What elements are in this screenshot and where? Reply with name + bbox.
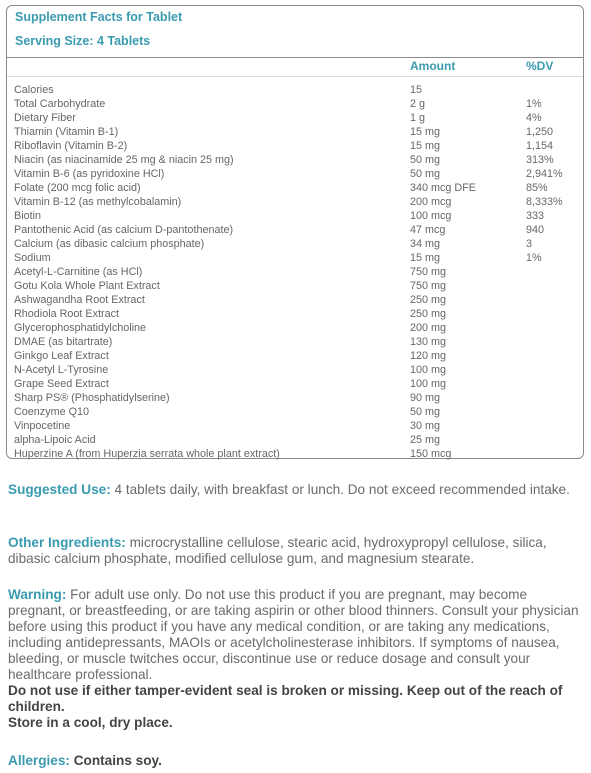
serving-size: Serving Size: 4 Tablets [15, 34, 151, 48]
nutrient-name: Biotin [14, 210, 42, 222]
facts-row [7, 83, 583, 97]
tamper-seal-note: Do not use if either tamper-evident seal is broken or missing. Keep out of the reach of children. [8, 683, 563, 714]
allergies-text: Contains soy. [69, 753, 162, 768]
dv-column-header: %DV [526, 59, 554, 73]
nutrient-name: Rhodiola Root Extract [14, 308, 120, 320]
nutrient-name: Calcium (as dibasic calcium phosphate) [14, 238, 205, 250]
facts-row [7, 265, 583, 279]
nutrient-name: Riboflavin (Vitamin B-2) [14, 140, 128, 152]
facts-row [7, 251, 583, 265]
other-ingredients-label: Other Ingredients: [8, 535, 126, 550]
facts-rows [7, 83, 583, 461]
nutrient-dv: 313% [526, 154, 554, 166]
allergies [8, 753, 583, 769]
nutrient-name: Sharp PS® (Phosphatidylserine) [14, 392, 170, 404]
nutrient-amount: 200 mg [410, 322, 447, 334]
facts-row [7, 181, 583, 195]
nutrient-amount: 100 mg [410, 378, 447, 390]
facts-row [7, 139, 583, 153]
nutrient-amount: 750 mg [410, 266, 447, 278]
nutrient-dv: 3 [526, 238, 533, 250]
facts-row [7, 195, 583, 209]
nutrient-amount: 50 mg [410, 154, 441, 166]
nutrient-name: alpha-Lipoic Acid [14, 434, 96, 446]
nutrient-name: DMAE (as bitartrate) [14, 336, 113, 348]
warning [8, 587, 583, 731]
nutrient-name: Vitamin B-6 (as pyridoxine HCl) [14, 168, 165, 180]
nutrient-name: Acetyl-L-Carnitine (as HCl) [14, 266, 143, 278]
nutrient-amount: 340 mcg DFE [410, 182, 477, 194]
facts-row [7, 447, 583, 461]
nutrient-dv: 85% [526, 182, 548, 194]
facts-title: Supplement Facts for Tablet [15, 10, 183, 24]
nutrient-amount: 15 mg [410, 252, 441, 264]
nutrient-name: Coenzyme Q10 [14, 406, 90, 418]
nutrient-dv: 4% [526, 112, 542, 124]
suggested-use-label: Suggested Use: [8, 482, 111, 497]
nutrient-dv: 1,154 [526, 140, 554, 152]
nutrient-name: Total Carbohydrate [14, 98, 106, 110]
facts-row [7, 335, 583, 349]
facts-row [7, 209, 583, 223]
nutrient-name: Dietary Fiber [14, 112, 76, 124]
nutrient-amount: 50 mg [410, 168, 441, 180]
nutrient-name: Gotu Kola Whole Plant Extract [14, 280, 160, 292]
nutrient-dv: 940 [526, 224, 545, 236]
nutrient-name: Ginkgo Leaf Extract [14, 350, 109, 362]
amount-column-header: Amount [410, 59, 456, 73]
facts-row [7, 419, 583, 433]
facts-row [7, 321, 583, 335]
nutrient-dv: 2,941% [526, 168, 563, 180]
facts-row [7, 237, 583, 251]
nutrient-name: Huperzine A (from Huperzia serrata whole plant extract) [14, 448, 280, 460]
nutrient-name: Folate (200 mcg folic acid) [14, 182, 141, 194]
facts-row [7, 363, 583, 377]
nutrient-amount: 100 mcg [410, 210, 452, 222]
facts-row [7, 391, 583, 405]
nutrient-amount: 90 mg [410, 392, 441, 404]
supplement-facts-panel [6, 5, 584, 459]
facts-row [7, 223, 583, 237]
warning-label: Warning: [8, 587, 67, 602]
facts-row [7, 167, 583, 181]
warning-text: For adult use only. Do not use this product if you are pregnant, may become pregnant, or breastfeeding, or are taking aspirin or other blood thinners. Consult your physician before using this product if you have any medical condition, or are taking any medications, including antidepressants, MAOIs or acetylcholinesterase inhibitors. If symptoms of nausea, bleeding, or muscle twitches occur, discontinue use or reduce dosage and consult your healthcare professional. [8, 587, 579, 682]
nutrient-name: Glycerophosphatidylcholine [14, 322, 147, 334]
facts-row [7, 433, 583, 447]
facts-row [7, 111, 583, 125]
nutrient-dv: 333 [526, 210, 545, 222]
facts-divider [7, 57, 583, 58]
facts-row [7, 349, 583, 363]
nutrient-name: Pantothenic Acid (as calcium D-pantothenate) [14, 224, 234, 236]
nutrient-amount: 250 mg [410, 294, 447, 306]
facts-row [7, 377, 583, 391]
facts-row [7, 97, 583, 111]
nutrient-amount: 15 mg [410, 126, 441, 138]
suggested-use [8, 482, 583, 498]
nutrient-amount: 2 g [410, 98, 426, 110]
nutrient-name: Vitamin B-12 (as methylcobalamin) [14, 196, 182, 208]
nutrient-name: Grape Seed Extract [14, 378, 109, 390]
nutrient-amount: 50 mg [410, 406, 441, 418]
facts-row [7, 125, 583, 139]
nutrient-amount: 47 mcg [410, 224, 446, 236]
nutrient-name: Thiamin (Vitamin B-1) [14, 126, 119, 138]
facts-row [7, 293, 583, 307]
nutrient-amount: 750 mg [410, 280, 447, 292]
storage-note: Store in a cool, dry place. [8, 715, 173, 730]
nutrient-name: Vinpocetine [14, 420, 71, 432]
nutrient-amount: 250 mg [410, 308, 447, 320]
suggested-use-text: 4 tablets daily, with breakfast or lunch. Do not exceed recommended intake. [110, 482, 570, 497]
nutrient-name: Calories [14, 84, 54, 96]
nutrient-name: Ashwagandha Root Extract [14, 294, 145, 306]
facts-row [7, 279, 583, 293]
nutrient-amount: 34 mg [410, 238, 441, 250]
nutrient-name: Sodium [14, 252, 51, 264]
nutrient-name: Niacin (as niacinamide 25 mg & niacin 25 mg) [14, 154, 234, 166]
nutrient-amount: 200 mcg [410, 196, 452, 208]
allergies-label: Allergies: [8, 753, 70, 768]
nutrient-amount: 15 mg [410, 140, 441, 152]
nutrient-amount: 25 mg [410, 434, 441, 446]
nutrient-amount: 15 [410, 84, 423, 96]
header-rule [7, 76, 583, 77]
facts-row [7, 405, 583, 419]
nutrient-name: N-Acetyl L-Tyrosine [14, 364, 109, 376]
nutrient-amount: 120 mg [410, 350, 447, 362]
nutrient-dv: 1% [526, 98, 542, 110]
nutrient-dv: 8,333% [526, 196, 563, 208]
nutrient-amount: 30 mg [410, 420, 441, 432]
nutrient-amount: 100 mg [410, 364, 447, 376]
nutrient-dv: 1,250 [526, 126, 554, 138]
facts-row [7, 307, 583, 321]
nutrient-amount: 1 g [410, 112, 426, 124]
other-ingredients-text: microcrystalline cellulose, stearic acid, hydroxypropyl cellulose, silica, dibasic calcium phosphate, modified cellulose gum, and magnesium stearate. [8, 535, 547, 566]
nutrient-amount: 130 mg [410, 336, 447, 348]
nutrient-dv: 1% [526, 252, 542, 264]
nutrient-amount: 150 mcg [410, 448, 452, 460]
facts-row [7, 153, 583, 167]
other-ingredients [8, 535, 583, 567]
